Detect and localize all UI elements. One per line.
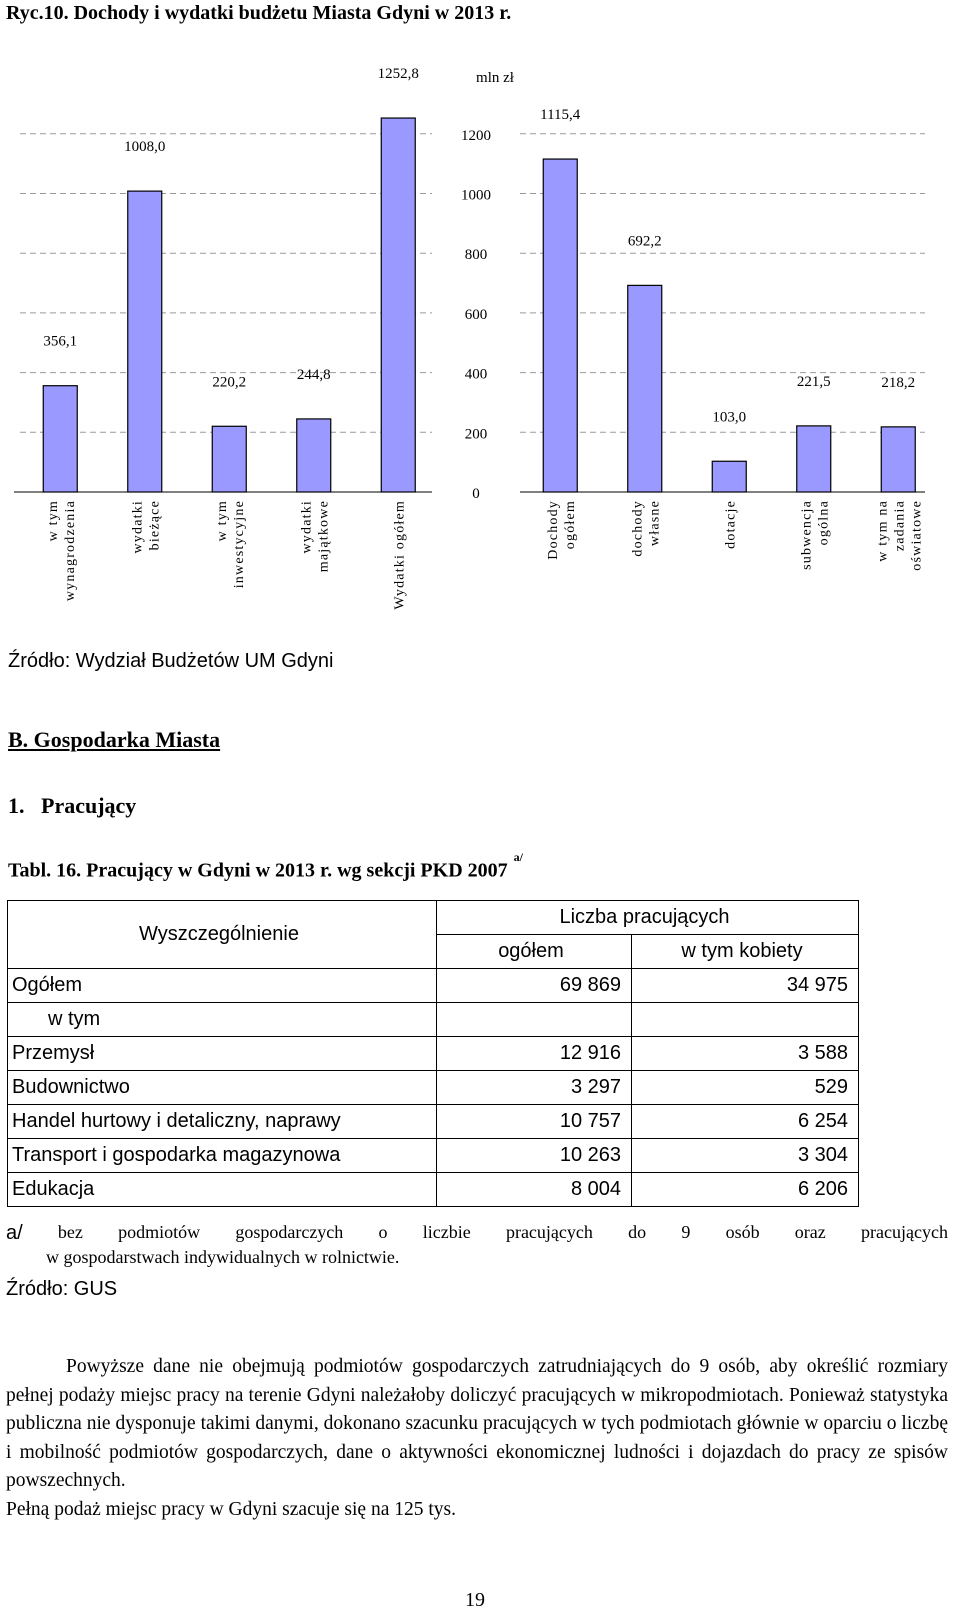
table-row (8, 1037, 859, 1071)
category-label-line: w tym (45, 500, 61, 542)
footnote-word: o (378, 1222, 388, 1242)
bar-value-label: 356,1 (43, 333, 78, 350)
row-women: 6 206 (632, 1173, 859, 1207)
bar-value-label: 1115,4 (540, 107, 581, 124)
bar (712, 461, 746, 492)
row-total: 8 004 (437, 1173, 632, 1207)
bar-value-label: 1252,8 (377, 66, 419, 83)
chart-category-labels (46, 500, 925, 610)
y-tick-label: 0 (472, 486, 480, 502)
category-label (215, 500, 247, 588)
row-label: w tym (8, 1003, 437, 1037)
bar (43, 386, 77, 492)
chart-unit-label: mln zł (476, 70, 514, 86)
bar-value-label: 244,8 (296, 366, 331, 383)
body-text (6, 1353, 948, 1524)
section-heading: B. Gospodarka Miasta (8, 727, 221, 752)
footnote-mark: a/ (6, 1222, 23, 1244)
table-row (8, 1071, 859, 1105)
bar (543, 159, 577, 492)
header-group: Liczba pracujących (437, 901, 859, 935)
table-title-text: Tabl. 16. Pracujący w Gdyni w 2013 r. wg sekcji PKD 2007 (8, 859, 508, 882)
bar-value-label: 218,2 (881, 374, 916, 391)
category-label (723, 500, 738, 549)
category-label-line: ogółem (562, 500, 578, 550)
row-total: 10 263 (437, 1139, 632, 1173)
bar (381, 118, 415, 492)
category-label (130, 500, 162, 554)
row-women: 6 254 (632, 1105, 859, 1139)
row-label: Edukacja (8, 1173, 437, 1207)
bar (128, 191, 162, 492)
category-label-line: własne (647, 500, 663, 547)
footnote-word: gospodarczych (235, 1222, 344, 1242)
category-label-line: dochody (630, 500, 646, 557)
y-tick-label: 400 (464, 366, 488, 383)
footnote-word: pracujących (505, 1222, 593, 1242)
footnote-word: osób (725, 1222, 760, 1242)
row-label: Przemysł (8, 1037, 437, 1071)
subsection-heading: 1. Pracujący (8, 793, 137, 818)
paragraph-1: Powyższe dane nie obejmują podmiotów gospodarczych zatrudniających do 9 osób, aby określić rozmiary pełnej podaży miejsc pracy na terenie Gdyni należałoby doliczyć pracujących w mikropodmiotach. Ponieważ statystyka publiczna nie dysponuje takimi danymi, dokonano szacunku pracujących w tych podmiotach głównie w oparciu o liczbę i mobilność podmiotów gospodarczych, dane o aktywności ekonomicznej ludności i dojazdach do pracy ze spisów powszechnych. (6, 1356, 948, 1491)
y-tick-label: 200 (464, 426, 488, 443)
category-label-line: bieżące (147, 500, 163, 551)
paragraph-2: Pełną podaż miejsc pracy w Gdyni szacuje się na 125 tys. (6, 1498, 456, 1520)
footnote-word: liczbie (422, 1222, 471, 1242)
footnote-word: podmiotów (118, 1222, 201, 1242)
row-total: 12 916 (437, 1037, 632, 1071)
footnote-word: bez (57, 1222, 83, 1242)
bar (297, 419, 331, 492)
row-label: Budownictwo (8, 1071, 437, 1105)
category-label-line: wynagrodzenia (62, 500, 78, 602)
budget-bar-chart (0, 55, 960, 655)
table-title-note: a/ (513, 850, 523, 864)
footnote-word: oraz (794, 1222, 826, 1242)
row-label: Transport i gospodarka magazynowa (8, 1139, 437, 1173)
figure-title: Ryc.10. Dochody i wydatki budżetu Miasta Gdyni w 2013 r. (6, 2, 512, 24)
category-label-line: oświatowe (909, 500, 925, 571)
bar-value-label: 221,5 (796, 373, 831, 390)
category-label-line: dotacje (723, 500, 739, 549)
row-women: 3 304 (632, 1139, 859, 1173)
bar-value-label: 1008,0 (124, 139, 166, 156)
row-total: 3 297 (437, 1071, 632, 1105)
category-label-line: wydatki (130, 500, 146, 554)
table-footnote (6, 1222, 948, 1268)
row-total (437, 1003, 632, 1037)
table-row (8, 1003, 859, 1037)
footnote-word: 9 (681, 1222, 691, 1242)
category-label-line: wydatki (299, 500, 315, 554)
category-label-line: majątkowe (316, 500, 332, 573)
row-total: 69 869 (437, 969, 632, 1003)
category-label (546, 500, 578, 560)
employment-table (7, 900, 859, 1207)
table-row (8, 969, 859, 1003)
category-label (46, 500, 78, 601)
footnote-line-2: w gospodarstwach indywidualnych w rolnictwie. (46, 1247, 400, 1267)
table-body (8, 969, 859, 1207)
category-label-line: Wydatki ogółem (392, 500, 408, 610)
category-label (875, 500, 924, 571)
table-row (8, 1173, 859, 1207)
bar (881, 427, 915, 492)
table-row (8, 1105, 859, 1139)
header-wyszczegolnienie: Wyszczególnienie (8, 901, 437, 969)
row-label: Ogółem (8, 969, 437, 1003)
table-row (8, 1139, 859, 1173)
table-title (8, 850, 523, 883)
footnote-word: do (628, 1222, 647, 1242)
category-label-line: zadania (892, 500, 908, 552)
footnote-word: pracujących (861, 1222, 948, 1242)
y-tick-label: 800 (464, 247, 488, 264)
category-label-line: inwestycyjne (231, 500, 247, 589)
row-women (632, 1003, 859, 1037)
y-tick-label: 1200 (461, 127, 491, 144)
bar-value-label: 103,0 (712, 409, 747, 426)
category-label (630, 500, 662, 557)
row-women: 529 (632, 1071, 859, 1105)
category-label (392, 500, 407, 610)
bar (628, 285, 662, 492)
header-women: w tym kobiety (632, 935, 859, 969)
row-label: Handel hurtowy i detaliczny, naprawy (8, 1105, 437, 1139)
row-total: 10 757 (437, 1105, 632, 1139)
figure-source: Źródło: Wydział Budżetów UM Gdyni (8, 650, 334, 672)
y-tick-label: 1000 (461, 187, 491, 204)
category-label-line: subwencja (799, 500, 815, 570)
category-label-line: ogólna (816, 500, 832, 546)
row-women: 3 588 (632, 1037, 859, 1071)
category-label (799, 500, 831, 570)
page-number: 19 (465, 1589, 485, 1611)
chart-y-ticks (461, 128, 491, 502)
y-tick-label: 600 (464, 306, 488, 323)
category-label-line: w tym (214, 500, 230, 542)
row-women: 34 975 (632, 969, 859, 1003)
table-source: Źródło: GUS (6, 1278, 118, 1300)
bar (797, 426, 831, 492)
category-label (299, 500, 331, 572)
bar (212, 426, 246, 492)
category-label-line: w tym na (875, 500, 891, 562)
bar-value-label: 220,2 (212, 374, 247, 391)
category-label-line: Dochody (545, 500, 561, 560)
bar-value-label: 692,2 (627, 233, 662, 250)
header-total: ogółem (437, 935, 632, 969)
footnote-line-1 (6, 1222, 948, 1245)
